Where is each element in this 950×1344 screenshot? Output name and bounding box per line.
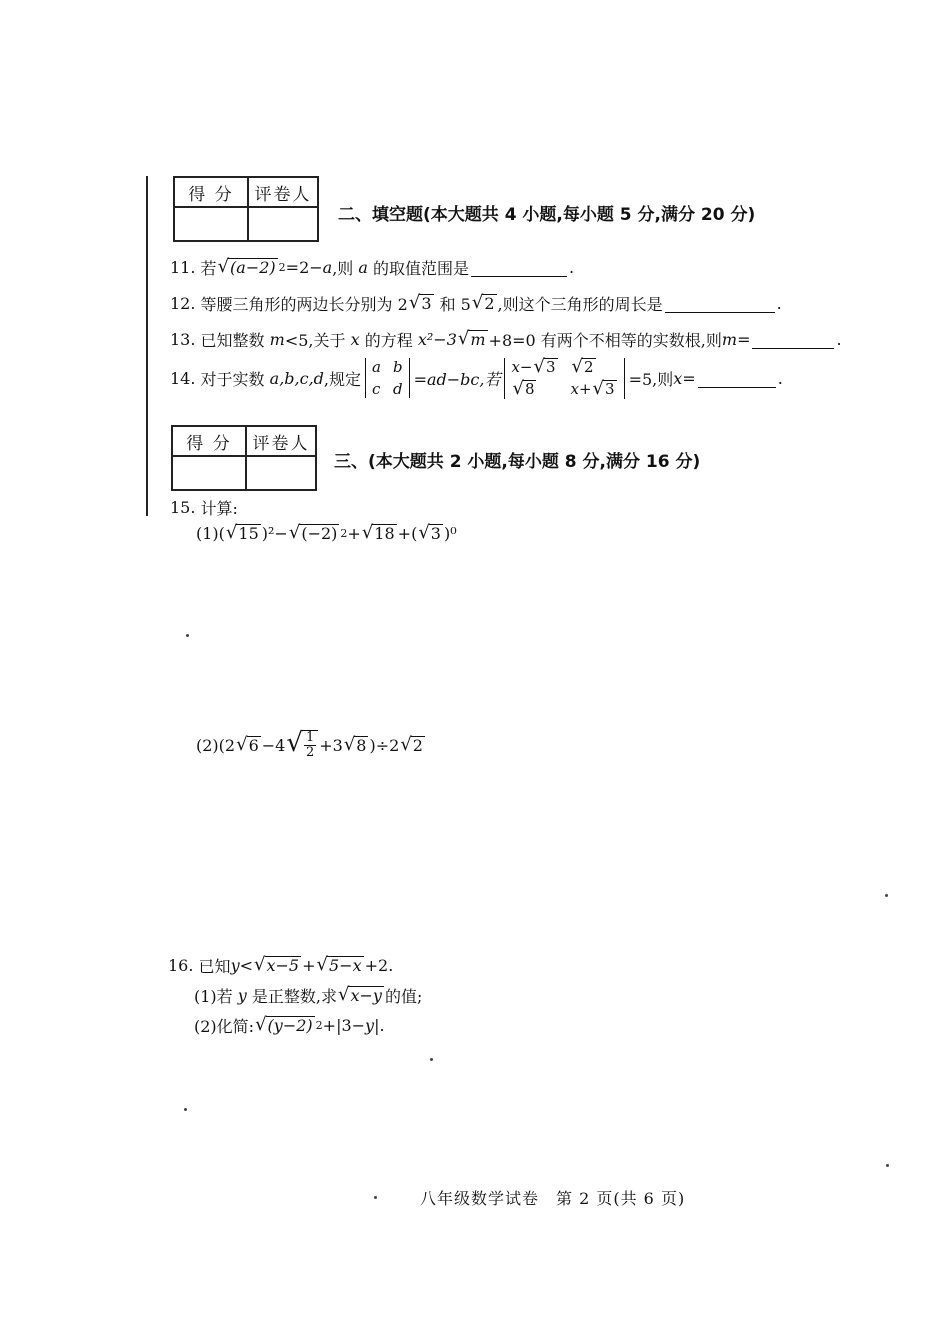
scan-speck [430, 1058, 433, 1061]
scan-speck [374, 1196, 377, 1199]
answer-blank-11[interactable] [471, 258, 567, 277]
scan-speck [184, 1108, 187, 1111]
question-15-part-1: (1) ( √ 15 ) ²− √ (−2) 2 + √ 18 +( √ 3 )⁰ [196, 522, 457, 544]
grader-cell[interactable] [246, 456, 316, 490]
scan-speck [186, 634, 189, 637]
answer-blank-12[interactable] [665, 294, 775, 313]
answer-blank-14[interactable] [698, 369, 776, 388]
question-16: 16. 已知 y < √ x−5 + √ 5−x +2. [168, 953, 394, 976]
answer-blank-13[interactable] [752, 330, 834, 349]
section3-title: 三、(本大题共 2 小题,每小题 8 分,满分 16 分) [334, 452, 701, 472]
score-cell[interactable] [174, 207, 248, 241]
grader-header: 评卷人 [248, 177, 318, 207]
grader-header: 评卷人 [246, 426, 316, 456]
determinant-equation: x− √ 3 √ 2 √ 8 x+ √ 3 [504, 358, 624, 399]
question-15-part-2: (2) (2 √ 6 −4 √ $\frac{1}{2}$ +3 √ 8 )÷2 √ 2 [196, 728, 423, 761]
margin-line [146, 176, 148, 516]
score-box-section2 [173, 176, 319, 242]
question-15: 15. 计算: [170, 498, 238, 518]
scan-speck [885, 894, 888, 897]
score-header: 得 分 [174, 177, 248, 207]
sqrt: √ 2 [471, 291, 495, 313]
question-11: 11. 若 √ (a−2) 2 =2− a ,则 a 的取值范围是 . [170, 255, 575, 278]
score-cell[interactable] [172, 456, 246, 490]
question-14: 14. 对于实数 a,b,c,d ,规定 a b c d =ad−bc,若 x− √ 3 √ 2 √ 8 x+ √ 3 =5,则 x = . [170, 356, 783, 400]
score-box-section3 [171, 425, 317, 491]
determinant-definition: a b c d [365, 358, 410, 398]
sqrt: √ (a−2) [217, 255, 276, 277]
scan-speck [886, 1164, 889, 1167]
page-footer: 八年级数学试卷 第 2 页(共 6 页) [420, 1189, 686, 1208]
sqrt: √ m [457, 327, 486, 349]
question-13: 13. 已知整数 m <5,关于 x 的方程 x²−3 √ m +8=0 有两个不相等的实数根,则 m = . [170, 327, 842, 350]
question-16-part-1: (1)若 y 是正整数,求 √ x−y 的值; [194, 983, 423, 1006]
grader-cell[interactable] [248, 207, 318, 241]
question-12: 12. 等腰三角形的两边长分别为 2 √ 3 和 5 √ 2 ,则这个三角形的周长是 . [170, 291, 782, 314]
sqrt: √ 3 [408, 291, 432, 313]
question-16-part-2: (2)化简: √ (y−2) 2 +|3− y |. [194, 1013, 385, 1036]
section2-title: 二、填空题(本大题共 4 小题,每小题 5 分,满分 20 分) [338, 205, 756, 225]
score-header: 得 分 [172, 426, 246, 456]
